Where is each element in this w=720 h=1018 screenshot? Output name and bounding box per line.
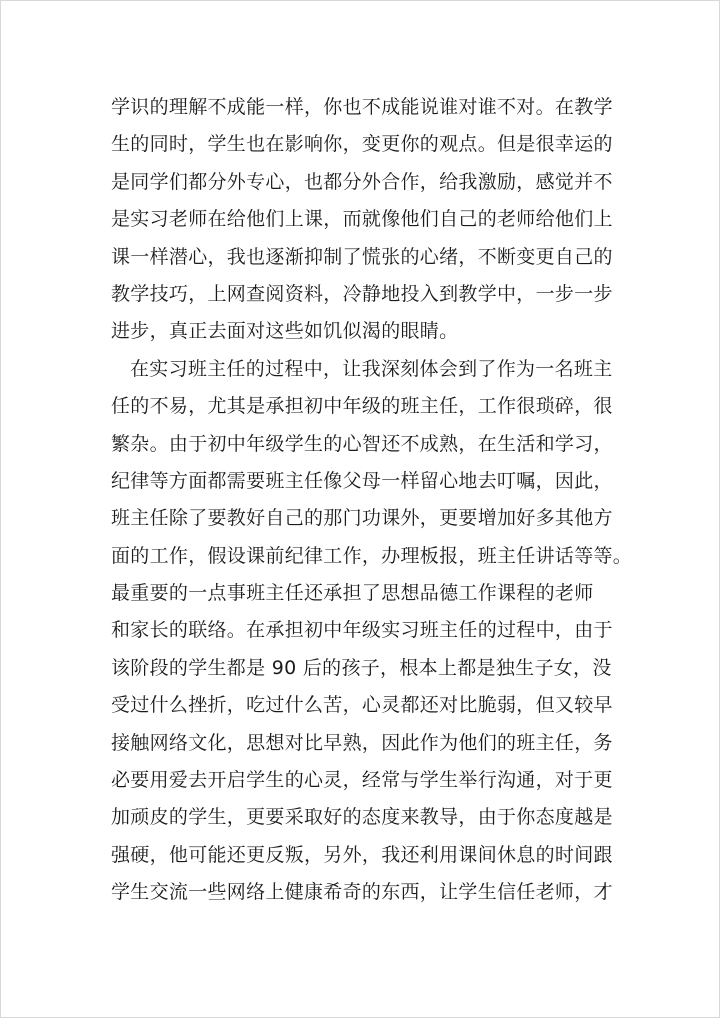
text-line: 学识的理解不成能一样，你也不成能说谁对谁不对。在教学 [111,96,613,118]
paragraph-start-line: 在实习班主任的过程中，让我深刻体会到了作为一名班主 [130,357,613,380]
text-line: 教学技巧，上网查阅资料，冷静地投入到教学中，一步一步 [111,282,613,305]
text-line: 该阶段的学生都是 90 后的孩子，根本上都是独生子女，没 [111,656,612,679]
body-text [111,89,633,912]
text-line: 接触网络文化，思想对比早熟，因此作为他们的班主任，务 [111,731,613,754]
text-line: 学生交流一些网络上健康希奇的东西，让学生信任老师，才 [111,881,613,904]
text-line: 是实习老师在给他们上课，而就像他们自己的老师给他们上 [111,208,613,231]
text-line: 任的不易，尤其是承担初中年级的班主任，工作很琐碎，很 [111,395,613,418]
text-line: 强硬，他可能还更反叛，另外，我还利用课间休息的时间跟 [111,843,613,866]
text-line: 班主任除了要教好自己的那门功课外，更要增加好多其他方 [111,507,613,530]
text-line: 面的工作，假设课前纪律工作，办理板报，班主任讲话等等。 [111,544,633,567]
text-line: 纪律等方面都需要班主任像父母一样留心地去叮嘱，因此， [111,469,613,492]
text-line: 课一样潜心，我也逐渐抑制了慌张的心绪，不断变更自己的 [111,245,613,268]
text-line: 繁杂。由于初中年级学生的心智还不成熟，在生活和学习， [111,432,613,455]
text-line: 加顽皮的学生，更要采取好的态度来教导，由于你态度越是 [111,806,613,829]
text-line: 和家长的联络。在承担初中年级实习班主任的过程中，由于 [111,619,613,642]
text-line: 是同学们都分外专心，也都分外合作，给我激励，感觉并不 [111,170,613,193]
text-line: 受过什么挫折，吃过什么苦，心灵都还对比脆弱，但又较早 [111,694,613,717]
text-line: 必要用爱去开启学生的心灵，经常与学生举行沟通，对于更 [111,769,613,792]
text-line: 最重要的一点事班主任还承担了思想品德工作课程的老师 [111,582,594,605]
text-line: 生的同时，学生也在影响你，变更你的观点。但是很幸运的 [111,133,613,156]
text-line: 进步，真正去面对这些如饥似渴的眼睛。 [111,320,459,343]
